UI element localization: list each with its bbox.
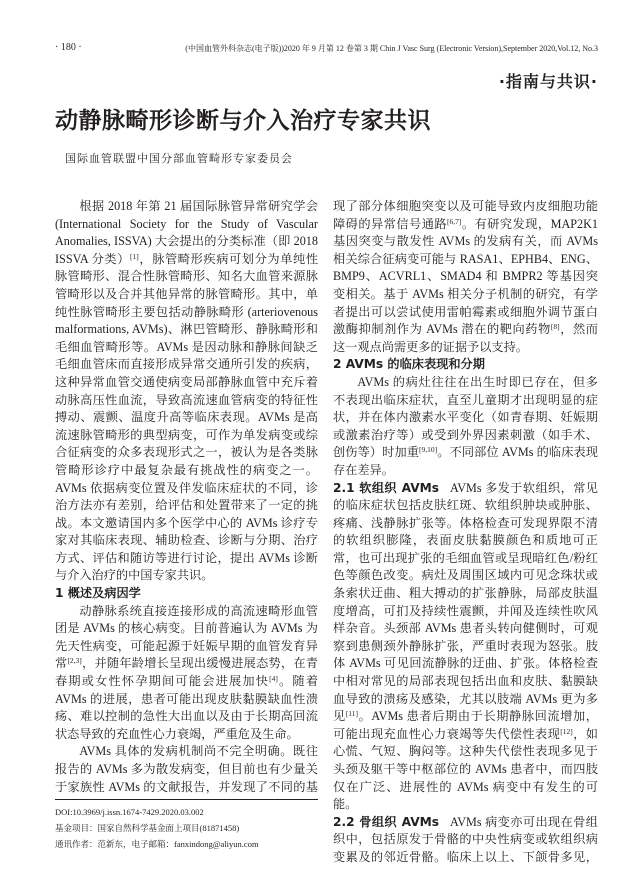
citation-ref: [4] xyxy=(269,674,278,684)
text-segment: ，然而这一观点尚需更多的证据予以支持。 xyxy=(333,322,598,354)
intro-paragraph xyxy=(55,198,318,585)
journal-citation: (中国血管外科杂志(电子版))2020 年 9 月第 12 卷第 3 期 Chin J Vasc Surg (Electronic Version),September 2020,Vol.12, No.3 xyxy=(185,44,598,53)
funding-line: 基金项目：国家自然科学基金面上项目(81871458) xyxy=(55,823,240,833)
left-column xyxy=(55,198,318,796)
body-paragraph xyxy=(55,743,318,796)
text-segment: ，如心慌、气短、胸闷等。这种失代偿性表现多见于头颈及躯干等中枢部位的 AVMs 患者中，而四肢仅在广泛、进展性的 AVMs 病变中有发生的可能。 xyxy=(333,726,598,812)
text-segment: 。随着 AVMs 的进展，患者可能出现皮肤黏膜缺血性溃疡、难以控制的急性大出血以及由于长期高回流状态导致的充血性心力衰竭，严重危及生命。 xyxy=(55,674,318,741)
section-tag: ·指南与共识· xyxy=(498,72,598,91)
subsection-heading: 2.2 骨组织 AVMs xyxy=(333,814,440,829)
text-segment: AVMs 病变亦可出现在骨组织中，包括原发于骨骼的中央性病变或软组织病变累及的邻近骨骼。临床上以上、下颌骨多见， xyxy=(333,814,598,864)
page-number: · 180 · xyxy=(55,42,82,53)
text-segment: 根据 2018 年第 21 届国际脉管异常研究学会 (International Society for the Study of Vascular Anomalies, ISSVA) 大会提出的分类标准（即 2018 ISSVA 分类） xyxy=(55,199,318,266)
author-line: 国际血管联盟中国分部血管畸形专家委员会 xyxy=(65,153,293,165)
section-heading: 1 概述及病因学 xyxy=(55,586,141,601)
doi-line: DOI:10.3969/j.issn.1674-7429.2020.03.002 xyxy=(55,807,204,817)
citation-ref: [9,10] xyxy=(419,445,438,455)
text-segment: AVMs 的病灶往往在出生时即已存在，但多不表现出临床症状，直至儿童期才出现明显的症状，并在体内激素水平变化（如青春期、妊娠期或激素治疗等）或受到外界因素刺激（如手术、创伤等）时加重 xyxy=(333,374,598,460)
text-segment: 。不同部位 AVMs 的临床表现存在差异。 xyxy=(333,445,598,477)
corresponding-author-line: 通讯作者：范新东，电子邮箱：fanxindong@aliyun.com xyxy=(55,839,259,849)
subsection-heading: 2.1 软组织 AVMs xyxy=(333,480,440,495)
citation-ref: [1] xyxy=(130,251,139,261)
citation-ref: [8] xyxy=(550,322,560,332)
section-heading: 2 AVMs 的临床表现和分期 xyxy=(333,357,485,372)
citation-ref: [11] xyxy=(345,709,359,719)
subsection-paragraph xyxy=(333,480,598,814)
citation-ref: [12] xyxy=(560,726,573,736)
right-column xyxy=(333,198,598,866)
text-segment: AVMs 多发于软组织，常见的临床症状包括皮肤红斑、软组织肿块或肿胀、疼痛、浅静脉扩张等。体格检查可发现界限不清的软组织膨隆，表面皮肤黏膜颜色和质地可正常，也可出现扩张的毛细血管或呈现暗红色/粉红色等颜色改变。病灶及周围区域内可见念珠状或条索状迂曲、粗大搏动的扩张静脉，局部皮肤温度增高，可扪及持续性震颤，并闻及连续性吹风样杂音。头颈部 AVMs 患者头转向健侧时，可观察到患侧颈外静脉扩张，严重时表现为怒张。肢体 AVMs 可见回流静脉的迂曲、扩张。体格检查中相对常见的局部表现包括出血和皮肤、黏膜缺血导致的溃疡及感染，尤其以肢端 AVMs 更为多见 xyxy=(333,480,598,724)
text-segment: 动静脉系统直接连接形成的高流速畸形血管团是 AVMs 的核心病变。目前普遍认为 AVMs 为先天性病变，可能起源于妊娠早期的血管发育异常 xyxy=(55,603,318,671)
text-segment: ，脉管畸形疾病可划分为单纯性脉管畸形、混合性脉管畸形、知名大血管来源脉管畸形以及合并其他异常的脉管畸形。其中，单纯性脉管畸形主要包括动静脉畸形 (arteriovenous malformations, AVMs)、淋巴管畸形、静脉畸形和毛细血管畸形等。AVMs 是因动脉和静脉间缺乏毛细血管床而直接形成异常交通所引发的疾病，这种异常血管交通使病变局部静脉血管中充斥着动脉高压性血流，导致高流速血管病变的特征性搏动、震颤、温度升高等临床表现。AVMs 是高流速脉管畸形的典型病变，可作为单发病变或综合征病变的众多表现形式之一，被认为是各类脉管畸形诊疗中最复杂最有挑战性的病变之一。AVMs 依据病变位置及伴发临床症状的不同，诊治方法亦有差别，给评估和处置带来了一定的挑战。本文邀请国内多个医学中心的 AVMs 诊疗专家对其临床表现、辅助检查、诊断与分期、治疗方式、评估和随访等进行讨论，提出 AVMs 诊断与介入治疗的中国专家共识。 xyxy=(55,251,318,583)
continued-paragraph xyxy=(333,198,598,356)
body-paragraph xyxy=(55,603,318,744)
text-segment: 。有研究发现，MAP2K1 基因突变与散发性 AVMs 的发病有关，而 AVMs 相关综合征病变可能与 RASA1、EPHB4、ENG、BMP9、ACVRL1、SMAD4 和 BMPR2 等基因突变相关。基于 AVMs 相关分子机制的研究，有学者提出可以尝试使用雷帕霉素或细胞外调节蛋白激酶抑制剂作为 AVMs 潜在的靶向药物 xyxy=(333,216,598,337)
citation-ref: [6,7] xyxy=(447,216,462,226)
text-segment: 现了部分体细胞突变以及可能导致内皮细胞功能障碍的异常信号通路 xyxy=(333,199,598,231)
article-title: 动静脉畸形诊断与介入治疗专家共识 xyxy=(55,108,431,134)
subsection-paragraph xyxy=(333,814,598,866)
text-segment: ，并随年龄增长呈现出缓慢进展态势，在青春期或女性怀孕期间可能会进展加快 xyxy=(55,656,318,689)
text-segment: 。AVMs 患者后期由于长期静脉回流增加，可能出现充血性心力衰竭等失代偿性表现 xyxy=(333,709,598,741)
footnotes xyxy=(55,799,318,852)
citation-ref: [2,3] xyxy=(67,656,82,666)
running-head xyxy=(55,42,598,56)
text-segment: AVMs 具体的发病机制尚不完全明确。既往报告的 AVMs 多为散发病变，但目前也有少量关于家族性 AVMs 的文献报告，并发现了不同的基 xyxy=(55,744,318,794)
body-paragraph xyxy=(333,374,598,480)
